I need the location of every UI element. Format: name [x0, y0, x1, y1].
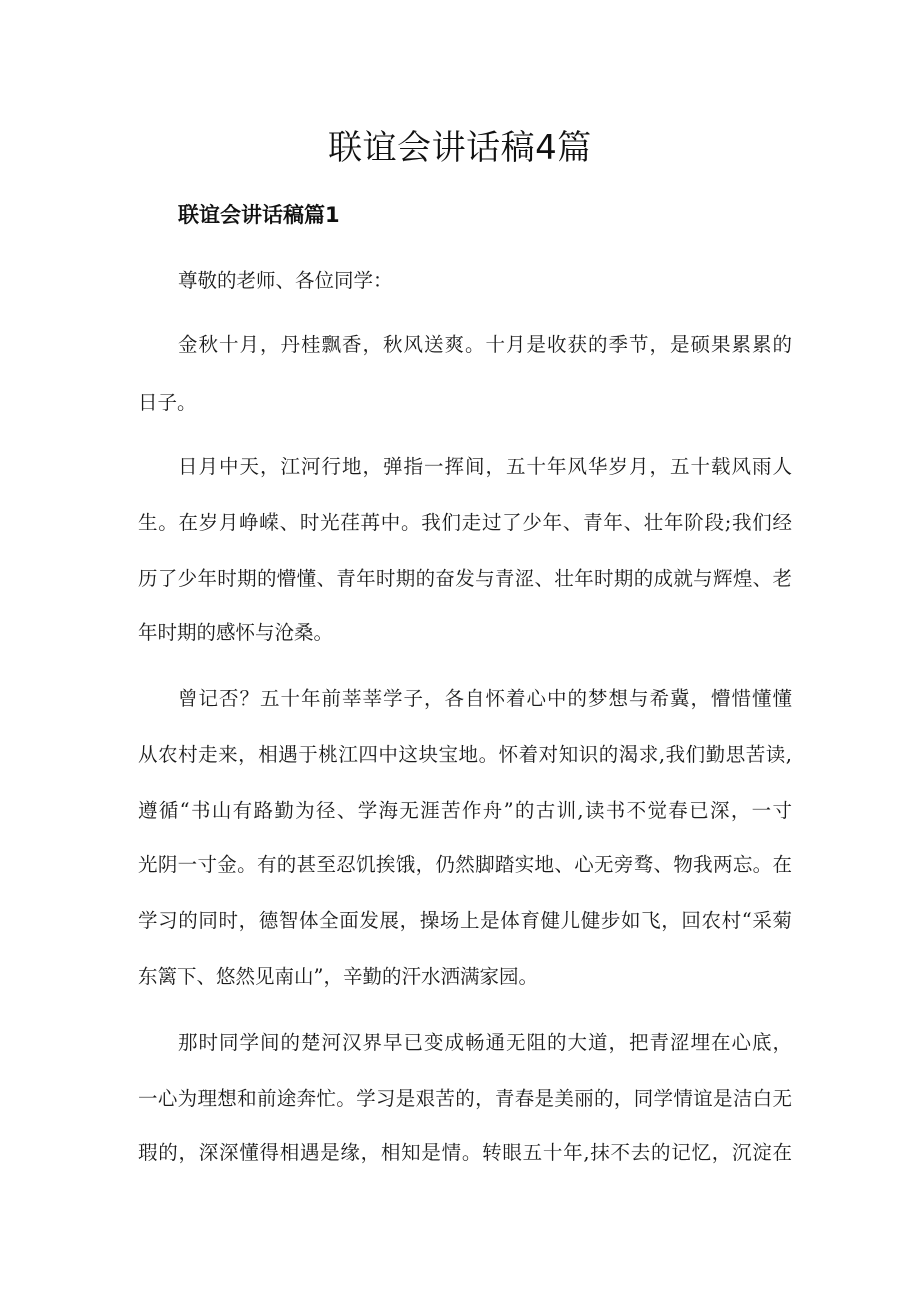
paragraph-line: 光阴一寸金。有的甚至忍饥挨饿，仍然脚踏实地、心无旁骛、物我两忘。在 [138, 853, 792, 876]
paragraph-line: 日子。 [138, 391, 197, 414]
paragraph-line: 生。在岁月峥嵘、时光荏苒中。我们走过了少年、青年、壮年阶段;我们经 [138, 511, 792, 534]
paragraph-line: 曾记否？五十年前莘莘学子，各自怀着心中的梦想与希冀，懵惜懂懂 [178, 687, 792, 710]
paragraph-line: 从农村走来，相遇于桃江四中这块宝地。怀着对知识的渴求,我们勤思苦读, [138, 743, 792, 766]
paragraph-line: 那时同学间的楚河汉界早已变成畅通无阻的大道，把青涩埋在心底， [178, 1031, 792, 1054]
paragraph-line: 学习的同时，德智体全面发展，操场上是体育健儿健步如飞，回农村“采菊 [138, 909, 792, 932]
paragraph-line: 历了少年时期的懵懂、青年时期的奋发与青涩、壮年时期的成就与辉煌、老 [138, 567, 792, 590]
greeting-line: 尊敬的老师、各位同学： [178, 269, 393, 292]
paragraph-line: 金秋十月，丹桂飘香，秋风送爽。十月是收获的季节，是硕果累累的 [178, 333, 792, 356]
section-heading: 联谊会讲话稿篇1 [178, 203, 340, 227]
paragraph-line: 瑕的，深深懂得相遇是缘，相知是情。转眼五十年,抹不去的记忆，沉淀在 [138, 1141, 792, 1164]
paragraph-line: 东篱下、悠然见南山”，辛勤的汗水洒满家园。 [138, 965, 538, 988]
document-title: 联谊会讲话稿4篇 [328, 128, 592, 168]
paragraph-line: 遵循“书山有路勤为径、学海无涯苦作舟”的古训,读书不觉春已深，一寸 [138, 799, 792, 822]
paragraph-line: 日月中天，江河行地，弹指一挥间，五十年风华岁月，五十载风雨人 [178, 455, 792, 478]
paragraph-line: 年时期的感怀与沧桑。 [138, 621, 334, 644]
paragraph-line: 一心为理想和前途奔忙。学习是艰苦的，青春是美丽的，同学情谊是洁白无 [138, 1087, 792, 1110]
